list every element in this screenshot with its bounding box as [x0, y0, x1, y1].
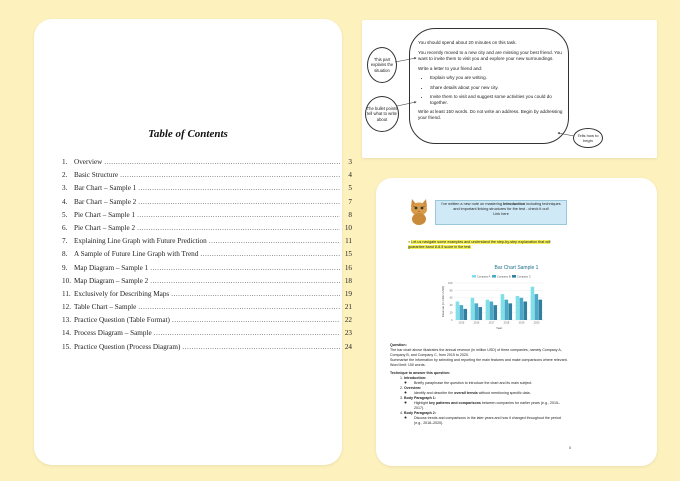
task-bullet: • Explain why you are writing. — [430, 75, 568, 81]
bar — [471, 298, 475, 320]
bar — [478, 307, 482, 320]
legend-label: Company C — [517, 275, 531, 279]
note-begin — [573, 128, 603, 148]
legend-swatch — [492, 275, 496, 278]
toc-item-page: 22 — [344, 316, 352, 325]
question-section — [390, 343, 570, 426]
bar — [508, 303, 512, 320]
task-bubble — [409, 28, 569, 144]
toc-item-number: 11. — [62, 289, 71, 298]
toc-item-title: Practice Question (Process Diagram) — [74, 342, 181, 351]
bar — [538, 300, 542, 320]
toc-leader — [182, 343, 340, 351]
toc-leader — [138, 198, 340, 206]
toc-item-title: Overview — [74, 158, 103, 166]
toc-item-page: 15 — [344, 250, 352, 259]
task-time: You should spend about 20 minutes on this task. — [418, 40, 517, 45]
page-number: 5 — [569, 446, 571, 450]
question-text-2: Summarise the information by selecting and reporting the main features and make comparisons where relevant. Word limit: 150 words. — [390, 358, 568, 367]
task-closing: Write at least 150 words. Do not write an address. Begin by addressing your friend. — [418, 109, 563, 121]
step-title: Introduction: — [404, 376, 427, 380]
toc-leader — [137, 211, 340, 219]
y-tick-label: 100 — [448, 281, 453, 285]
intro-text: I've written a new note on mastering — [441, 202, 504, 206]
toc-item-page: 10 — [344, 223, 352, 232]
intro-bold-text: Introduction — [503, 202, 526, 206]
bar — [523, 302, 527, 321]
question-text: The bar chart above illustrates the annual revenue (in million USD) of three companies, namely Company A, Company B, and Company C, from 2015 to 2020. — [390, 348, 562, 357]
toc-item-page: 4 — [348, 171, 352, 180]
x-tick-label: 2016 — [473, 321, 480, 325]
toc-item-title: A Sample of Future Line Graph with Trend — [74, 250, 199, 259]
toc-item-number: 13. — [62, 316, 71, 325]
cat-icon — [408, 197, 430, 225]
toc-item[interactable] — [62, 158, 352, 171]
toc-item[interactable] — [62, 211, 352, 224]
step-item — [404, 376, 570, 386]
note-situation — [367, 47, 397, 83]
step-item — [404, 396, 570, 411]
toc-item[interactable] — [62, 198, 352, 211]
step-item — [404, 411, 570, 426]
highlight-note — [408, 240, 561, 250]
toc-item-title: Map Diagram – Sample 1 — [74, 263, 149, 272]
toc-item-title: Pie Chart – Sample 2 — [74, 223, 136, 232]
toc-item-page: 21 — [344, 303, 352, 312]
step-detail: ◦ Briefly paraphrase the question to introduce the chart and its main subject. — [414, 381, 570, 386]
y-tick-label: 40 — [449, 304, 453, 308]
toc-item-number: 3. — [62, 184, 68, 193]
bar — [463, 309, 467, 320]
technique-steps — [390, 376, 570, 426]
toc-leader — [137, 224, 340, 232]
y-axis-label: Revenue (in million USD) — [441, 285, 445, 318]
toc-leader — [104, 158, 340, 166]
toc-leader — [150, 277, 340, 285]
step-title: Body Paragraph 1: — [404, 396, 436, 400]
toc-item-number: 12. — [62, 303, 71, 312]
step-title: Body Paragraph 2: — [404, 411, 436, 415]
toc-item[interactable] — [62, 264, 352, 277]
bar — [460, 305, 464, 320]
toc-item-page: 18 — [344, 276, 352, 285]
toc-item-title: Bar Chart – Sample 2 — [74, 197, 137, 206]
x-tick-label: 2020 — [533, 321, 540, 325]
step-detail: ◦ Identify and describe the overall trends without mentioning specific data. — [414, 391, 570, 396]
toc-item[interactable] — [62, 171, 352, 184]
toc-item-number: 8. — [62, 250, 68, 259]
toc-leader — [138, 303, 340, 311]
toc-item-page: 7 — [348, 197, 352, 206]
bar — [501, 294, 505, 320]
toc-leader — [150, 264, 340, 272]
bulb-icon: ● — [408, 240, 411, 244]
toc-item-number: 6. — [62, 223, 68, 232]
toc-item-title: Bar Chart – Sample 1 — [74, 184, 137, 193]
toc-item-number: 15. — [62, 342, 71, 351]
toc-item-title: Table Chart – Sample — [74, 303, 137, 312]
toc-list — [62, 158, 352, 356]
toc-item-title: Practice Question (Table Format) — [74, 316, 170, 325]
toc-leader — [172, 316, 340, 324]
note-bullets-text: The bullet points tell what to write about — [366, 105, 398, 122]
toc-item[interactable] — [62, 250, 352, 263]
intro-text-2: and important linking structures for the test - check it out! — [453, 207, 549, 212]
toc-item-number: 4. — [62, 197, 68, 206]
toc-item-number: 2. — [62, 171, 68, 180]
toc-item[interactable] — [62, 184, 352, 197]
y-tick-label: 20 — [449, 311, 453, 315]
bar — [493, 305, 497, 320]
technique-label: Technique to answer this question: — [390, 371, 451, 375]
toc-page — [34, 19, 352, 465]
toc-item-number: 14. — [62, 329, 71, 338]
toc-leader — [171, 290, 340, 298]
toc-item-page: 5 — [348, 184, 352, 193]
toc-item-title: Process Diagram – Sample — [74, 329, 152, 338]
step-title: Overview: — [404, 386, 422, 390]
note-situation-text: This part explains the situation — [370, 56, 394, 73]
toc-item-page: 11 — [345, 237, 352, 246]
toc-leader — [154, 329, 340, 337]
x-axis-label: Year — [495, 326, 503, 330]
bar — [505, 300, 509, 320]
highlight-text: Let us navigate some examples and understand the step-by-step explanation that will guarantee band 8-8.5 score in the test. — [408, 240, 551, 250]
toc-item[interactable] — [62, 237, 352, 250]
bar — [486, 300, 490, 320]
legend-swatch — [512, 275, 516, 278]
x-tick-label: 2018 — [503, 321, 510, 325]
toc-item-page: 23 — [344, 329, 352, 338]
toc-item-title: Map Diagram – Sample 2 — [74, 276, 149, 285]
legend-swatch — [472, 275, 476, 278]
bar — [490, 302, 494, 321]
task-situation: You recently moved to a new city and are missing your best friend. You want to invite them to visit you and explore your new surroundings. — [418, 49, 562, 61]
sample-page — [376, 178, 657, 466]
chart-title: Bar Chart Sample 1 — [494, 265, 539, 271]
toc-leader — [138, 184, 340, 192]
step-item — [404, 386, 570, 396]
x-tick-label: 2017 — [488, 321, 495, 325]
toc-item[interactable] — [62, 316, 352, 329]
step-detail: ◦ Discuss trends and comparisons in the later years and how it changed throughout the period (e.g., 2018–2020). — [414, 416, 570, 426]
y-tick-label: 0 — [451, 318, 453, 322]
bar — [456, 302, 460, 321]
toc-item[interactable] — [62, 343, 352, 356]
intro-text-cont: including techniques — [525, 202, 561, 206]
intro-callout — [435, 200, 567, 225]
bar — [475, 303, 479, 320]
intro-link[interactable]: Link here — [493, 212, 509, 217]
toc-item-number: 9. — [62, 263, 68, 272]
toc-item[interactable] — [62, 224, 352, 237]
task-instruction: Write a letter to your friend and: — [418, 65, 483, 71]
bar-chart — [440, 273, 550, 333]
toc-item[interactable] — [62, 290, 352, 303]
note-begin-text: Tells how to begin — [577, 133, 599, 143]
question-label: Question: — [390, 343, 407, 347]
legend-label: Company B — [497, 275, 511, 279]
task-bullet: • Invite them to visit and suggest some activities you could do together. — [430, 94, 568, 106]
toc-item-page: 16 — [344, 263, 352, 272]
toc-item-page: 3 — [348, 158, 352, 166]
toc-item-title: Exclusively for Describing Maps — [74, 289, 170, 298]
toc-item-number: 7. — [62, 237, 68, 246]
bar — [531, 287, 535, 320]
toc-item[interactable] — [62, 329, 352, 342]
toc-leader — [200, 250, 340, 258]
task-page — [362, 20, 657, 158]
legend-label: Company A — [477, 275, 491, 279]
bar — [516, 296, 520, 320]
bar — [535, 294, 539, 320]
y-tick-label: 60 — [449, 296, 453, 300]
toc-item[interactable] — [62, 303, 352, 316]
bar — [520, 298, 524, 320]
toc-item-title: Basic Structure — [74, 171, 119, 180]
toc-leader — [120, 171, 340, 179]
task-bullets — [418, 75, 568, 106]
toc-leader — [209, 237, 340, 245]
toc-item-page: 19 — [344, 289, 352, 298]
toc-item-number: 5. — [62, 210, 68, 219]
x-tick-label: 2015 — [458, 321, 465, 325]
x-tick-label: 2019 — [518, 321, 525, 325]
note-bullets — [365, 96, 399, 132]
toc-item-title: Pie Chart – Sample 1 — [74, 210, 136, 219]
toc-item-page: 8 — [348, 210, 352, 219]
toc-item-number: 1. — [62, 158, 68, 166]
toc-item-page: 24 — [344, 342, 352, 351]
task-bullet: • Share details about your new city. — [430, 85, 568, 91]
step-detail: ◦ Highlight key patterns and comparisons between companies for earlier years (e.g., 2015–2017). — [414, 401, 570, 411]
toc-item-number: 10. — [62, 276, 71, 285]
y-tick-label: 80 — [449, 289, 453, 293]
toc-item-title: Explaining Line Graph with Future Prediction — [74, 237, 207, 246]
toc-item[interactable] — [62, 277, 352, 290]
toc-title: Table of Contents — [148, 128, 228, 140]
